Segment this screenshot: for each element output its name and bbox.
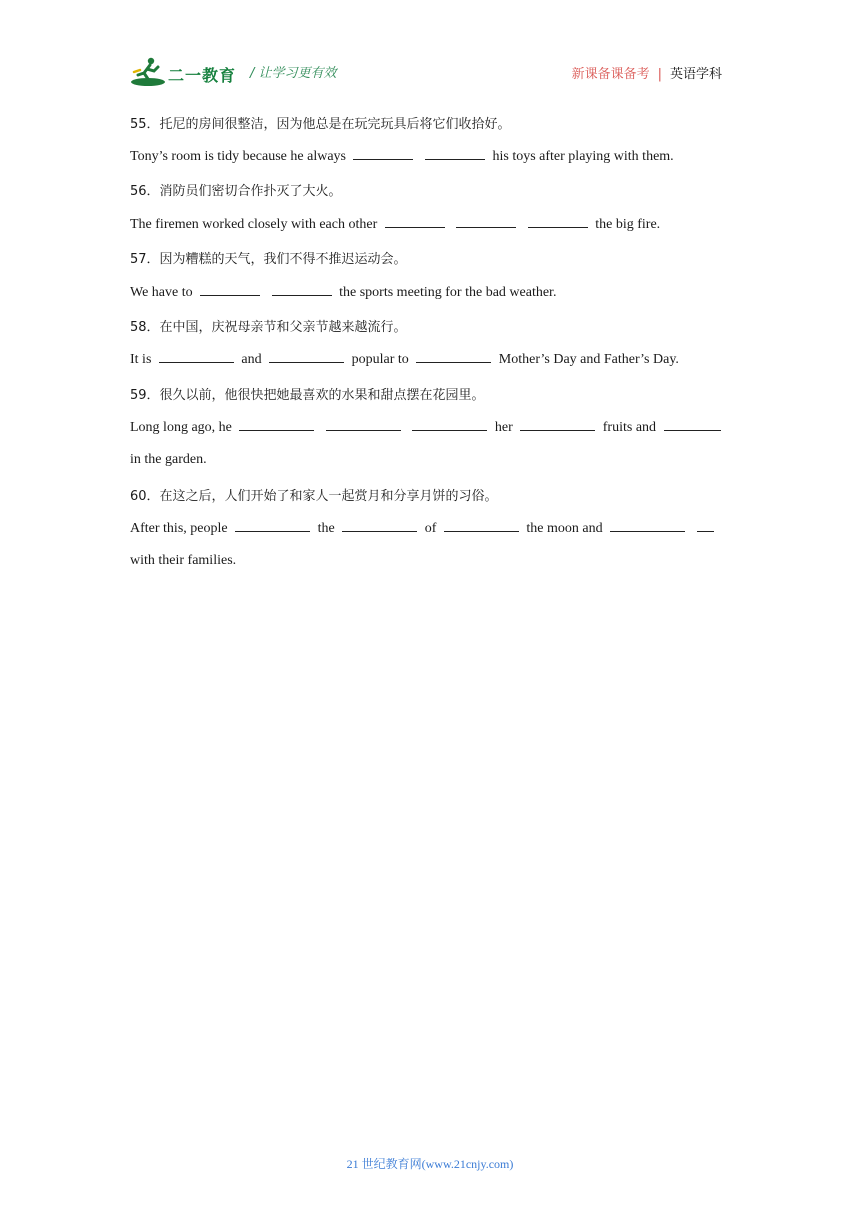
sentence-part: of [424,521,437,536]
page-header [130,54,730,94]
header-separator: | [657,67,662,82]
sentence-part: Long long ago, he [130,420,232,435]
question-55-en [130,147,674,165]
sentence-part: and [241,352,262,367]
sentence-part: Tony’s room is tidy because he always [130,149,346,164]
answer-blank[interactable] [425,147,485,160]
answer-blank[interactable] [412,418,487,431]
sentence-part: After this, people [130,521,228,536]
sentence-part: popular to [351,352,409,367]
answer-blank[interactable] [269,350,344,363]
answer-blank[interactable] [697,519,714,532]
question-60-cn: 60．在这之后，人们开始了和家人一起赏月和分享月饼的习俗。 [130,489,498,504]
logo [130,56,240,88]
answer-blank[interactable] [326,418,401,431]
sentence-part: We have to [130,285,193,300]
sentence-part: the big fire. [595,217,661,232]
subject-label: 英语学科 [669,67,722,82]
sentence-part: Mother’s Day and Father’s Day. [498,352,679,367]
question-59-cn: 59．很久以前，他很快把她最喜欢的水果和甜点摆在花园里。 [130,388,485,403]
answer-blank[interactable] [444,519,519,532]
question-56-cn: 56．消防员们密切合作扑灭了大火。 [130,184,342,199]
answer-blank[interactable] [610,519,685,532]
question-59-en-cont: in the garden. [130,452,207,467]
sentence-part: the sports meeting for the bad weather. [339,285,557,300]
answer-blank[interactable] [200,283,260,296]
page-footer: 21 世纪教育网(www.21cnjy.com) [346,1157,514,1171]
answer-blank[interactable] [416,350,491,363]
header-label: 新课备课备考 [571,67,650,82]
answer-blank[interactable] [520,418,595,431]
question-60-en-cont: with their families. [130,553,237,568]
answer-blank[interactable] [239,418,314,431]
sentence-part: the moon and [526,521,603,536]
question-57-cn: 57．因为糟糕的天气，我们不得不推迟运动会。 [130,252,407,267]
sentence-part: her [494,420,513,435]
question-58-en [130,350,679,368]
answer-blank[interactable] [353,147,413,160]
answer-blank[interactable] [342,519,417,532]
question-59-en [130,418,725,436]
answer-blank[interactable] [272,283,332,296]
logo-text: 二一教育 [168,66,237,85]
slogan: / 让学习更有效 [250,66,337,81]
sentence-part: his toys after playing with them. [492,149,674,164]
question-60-en [130,519,718,537]
sentence-part: the [317,521,335,536]
header-right [572,63,722,82]
question-57-en [130,283,556,301]
sentence-part: The firemen worked closely with each other [130,217,378,232]
sentence-part: fruits and [602,420,657,435]
question-58-cn: 58．在中国，庆祝母亲节和父亲节越来越流行。 [130,320,407,335]
answer-blank[interactable] [385,215,445,228]
answer-blank[interactable] [664,418,721,431]
answer-blank[interactable] [159,350,234,363]
answer-blank[interactable] [235,519,310,532]
runner-logo-icon [130,56,166,88]
sentence-part: It is [130,352,152,367]
question-55-cn: 55．托尼的房间很整洁，因为他总是在玩完玩具后将它们收拾好。 [130,117,511,132]
answer-blank[interactable] [528,215,588,228]
question-56-en [130,215,660,233]
answer-blank[interactable] [456,215,516,228]
